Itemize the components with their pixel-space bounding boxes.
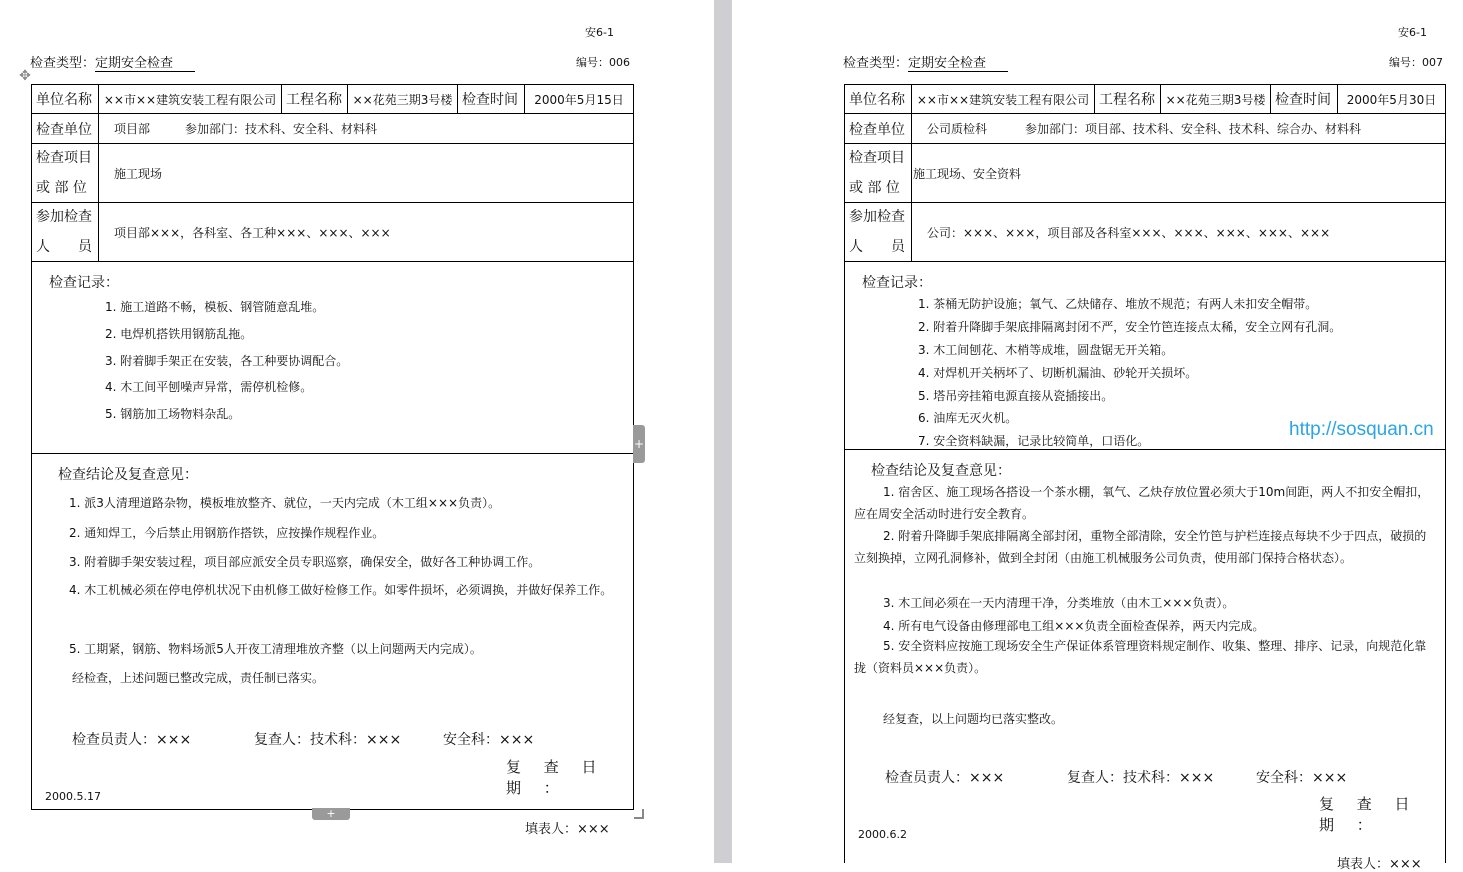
record-item: 5. 塔吊旁挂箱电源直接从瓷插接出。 xyxy=(918,389,1114,403)
participants-label: 参加检查 人 员 xyxy=(32,203,99,261)
table-row xyxy=(32,144,633,203)
check-time-label: 检查时间 xyxy=(458,85,525,113)
review-date-label: 复 查 日 期 ： xyxy=(1319,795,1419,834)
check-item-value: 施工现场、安全资料 xyxy=(913,166,1022,181)
project-name-label: 工程名称 xyxy=(282,85,348,113)
record-item: 5. 钢筋加工场物料杂乱。 xyxy=(105,407,241,421)
project-name-value: ××花苑三期3号楼 xyxy=(1161,85,1271,113)
inspection-type-label: 检查类型： xyxy=(30,56,96,71)
record-item: 1. 茶桶无防护设施；氧气、乙炔储存、堆放不规范；有两人未扣安全帽带。 xyxy=(918,297,1318,311)
conclusion-item: 2. 附着升降脚手架底排隔离全部封闭，重物全部清除，安全竹笆与护栏连接点每块不少于四点，破损的立刻换掉，立网孔洞修补，做到全封闭（由施工机械服务公司负责，使用部门保持合格状态）。 xyxy=(854,529,1427,565)
unit-name-label: 单位名称 xyxy=(845,85,912,113)
inspector-signature: 检查员责人：××× xyxy=(885,770,1005,786)
inspector-signature: 检查员责人：××× xyxy=(72,732,192,748)
table-row xyxy=(32,203,633,262)
record-item: 2. 电焊机搭铁用钢筋乱拖。 xyxy=(105,327,253,341)
unit-name-value: ××市××建筑安装工程有限公司 xyxy=(99,85,282,113)
table-row xyxy=(845,85,1445,114)
table-move-handle-icon[interactable]: ✥ xyxy=(19,68,31,84)
inspection-form-table xyxy=(844,84,1446,863)
conclusion-item: 3. 木工间必须在一天内清理干净，分类堆放（由木工×××负责）。 xyxy=(883,596,1235,610)
check-unit-label: 检查单位 xyxy=(845,114,912,143)
document-page-left xyxy=(0,0,714,863)
participants-label: 参加检查 人 员 xyxy=(845,203,912,261)
check-unit-value: 项目部 xyxy=(114,122,151,136)
safety-signature: 安全科：××× xyxy=(443,732,535,748)
final-note: 经复查，以上问题均已落实整改。 xyxy=(883,712,1064,726)
table-add-column-icon[interactable]: + xyxy=(633,425,645,463)
watermark-link: http://sosquan.cn xyxy=(1289,419,1434,440)
records-title: 检查记录： xyxy=(49,275,119,291)
record-item: 4. 对焊机开关柄坏了、切断机漏油、砂轮开关损坏。 xyxy=(918,366,1198,380)
safety-signature: 安全科：××× xyxy=(1256,770,1348,786)
conclusion-item: 2. 通知焊工，今后禁止用钢筋作搭铁，应按操作规程作业。 xyxy=(69,526,385,540)
unit-name-value: ××市××建筑安装工程有限公司 xyxy=(912,85,1095,113)
conclusion-item: 1. 宿舍区、施工现场各搭设一个茶水棚，氧气、乙炔存放位置必须大于10m间距，两人不扣安全帽扣，应在周安全活动时进行安全教育。 xyxy=(854,485,1430,521)
inspection-records xyxy=(32,262,633,454)
table-row xyxy=(32,85,633,114)
conclusion-item: 1. 派3人清理道路杂物，模板堆放整齐、就位，一天内完成（木工组×××负责）。 xyxy=(69,496,501,510)
participating-depts: 参加部门：项目部、技术科、安全科、技术科、综合办、材料科 xyxy=(1025,122,1362,136)
table-row xyxy=(32,114,633,144)
form-number: 编号：007 xyxy=(1389,56,1443,69)
table-resize-handle-icon[interactable] xyxy=(634,809,644,819)
record-item: 3. 附着脚手架正在安装，各工种要协调配合。 xyxy=(105,354,349,368)
check-item-value: 施工现场 xyxy=(114,166,163,181)
record-item: 2. 附着升降脚手架底排隔离封闭不严，安全竹笆连接点太稀，安全立网有孔洞。 xyxy=(918,320,1342,334)
check-item-label: 检查项目 或 部 位 xyxy=(32,144,99,202)
conclusion-item: 5. 工期紧，钢筋、物料场派5人开夜工清理堆放齐整（以上问题两天内完成）。 xyxy=(69,642,482,656)
form-code: 安6-1 xyxy=(1398,26,1427,39)
project-name-value: ××花苑三期3号楼 xyxy=(348,85,458,113)
check-time-value: 2000年5月15日 xyxy=(534,92,624,107)
inspection-form-table xyxy=(31,84,634,810)
reviewer-signature: 复查人：技术科：××× xyxy=(254,732,402,748)
review-date-label: 复 查 日 期 ： xyxy=(506,758,606,797)
form-filler: 填表人：××× xyxy=(525,822,610,837)
record-item: 7. 安全资料缺漏，记录比较简单，口语化。 xyxy=(918,434,1150,448)
participating-depts: 参加部门：技术科、安全科、材料科 xyxy=(185,122,378,136)
conclusion-section xyxy=(845,450,1445,863)
table-row xyxy=(845,203,1445,262)
inspection-type xyxy=(843,52,1008,72)
inspection-type-label: 检查类型： xyxy=(843,56,909,71)
conclusion-item: 4. 木工机械必须在停电停机状况下由机修工做好检修工作。如零件损坏，必须调换，并做好保养工作。 xyxy=(69,583,613,597)
reviewer-signature: 复查人：技术科：××× xyxy=(1067,770,1215,786)
record-item: 1. 施工道路不畅，模板、钢管随意乱堆。 xyxy=(105,300,325,314)
conclusion-title: 检查结论及复查意见： xyxy=(871,463,1011,479)
inspection-type-value: 定期安全检查 xyxy=(908,52,1008,72)
page-gutter xyxy=(714,0,732,863)
record-item: 4. 木工间平刨噪声异常，需停机检修。 xyxy=(105,380,313,394)
project-name-label: 工程名称 xyxy=(1095,85,1161,113)
table-row xyxy=(845,114,1445,144)
records-title: 检查记录： xyxy=(862,275,932,291)
form-code: 安6-1 xyxy=(585,26,614,39)
unit-name-label: 单位名称 xyxy=(32,85,99,113)
participants-value: 项目部×××，各科室、各工种×××、×××、××× xyxy=(114,225,391,240)
participants-value: 公司：×××、×××，项目部及各科室×××、×××、×××、×××、××× xyxy=(927,225,1331,240)
conclusion-item: 3. 附着脚手架安装过程，项目部应派安全员专职巡察，确保安全，做好各工种协调工作。 xyxy=(69,555,541,569)
conclusion-item: 5. 安全资料应按施工现场安全生产保证体系管理资料规定制作、收集、整理、排序、记录，向规范化靠拢（资料员×××负责）。 xyxy=(854,639,1427,675)
record-item: 6. 油库无灭火机。 xyxy=(918,411,1018,425)
form-number: 编号：006 xyxy=(576,56,630,69)
review-date-value: 2000.5.17 xyxy=(45,790,101,803)
inspection-type xyxy=(30,52,195,72)
check-time-value: 2000年5月30日 xyxy=(1346,92,1437,107)
check-unit-value: 公司质检科 xyxy=(927,122,988,136)
record-item: 3. 木工间刨花、木梢等成堆，圆盘锯无开关箱。 xyxy=(918,343,1174,357)
table-add-row-icon[interactable]: + xyxy=(312,808,350,820)
table-row xyxy=(845,144,1445,203)
final-note: 经检查，上述问题已整改完成，责任制已落实。 xyxy=(72,671,325,685)
conclusion-item: 4. 所有电气设备由修理部电工组×××负责全面检查保养，两天内完成。 xyxy=(883,619,1265,633)
form-filler: 填表人：××× xyxy=(1337,857,1422,872)
review-date-value: 2000.6.2 xyxy=(858,828,907,841)
check-unit-label: 检查单位 xyxy=(32,114,99,143)
check-item-label: 检查项目 或 部 位 xyxy=(845,144,912,202)
inspection-type-value: 定期安全检查 xyxy=(95,52,195,72)
conclusion-title: 检查结论及复查意见： xyxy=(58,467,198,483)
check-time-label: 检查时间 xyxy=(1271,85,1338,113)
conclusion-section xyxy=(32,454,633,809)
